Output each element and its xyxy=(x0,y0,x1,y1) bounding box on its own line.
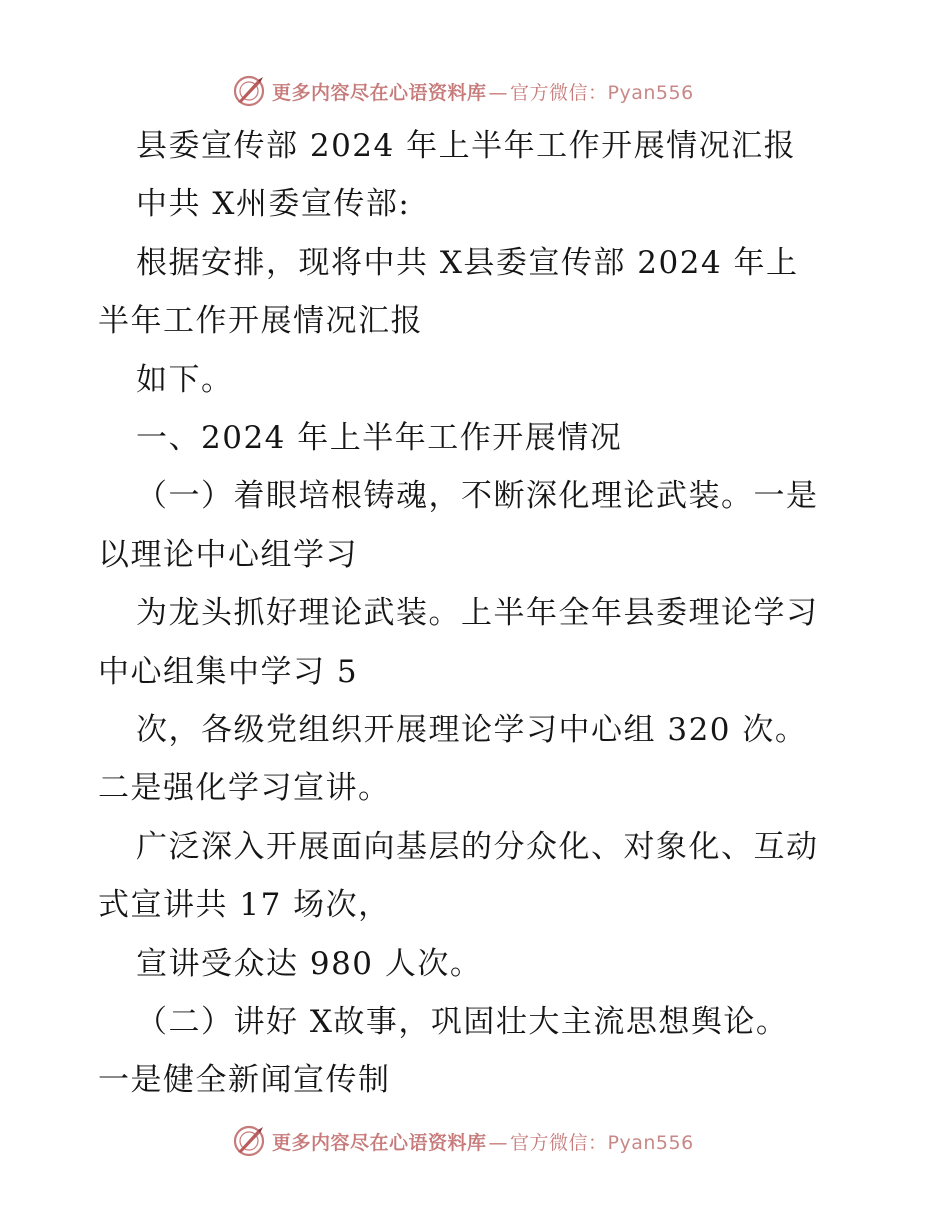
quill-logo-icon xyxy=(232,74,266,108)
watermark-id: Pyan556 xyxy=(607,81,694,104)
subsection-heading: （一）着眼培根铸魂，不断深化理论武装。一是 xyxy=(136,478,819,514)
paragraph-line: 中心组集中学习 5 xyxy=(98,654,359,690)
subsection-heading: （二）讲好 X故事，巩固壮大主流思想舆论。 xyxy=(136,1004,789,1040)
watermark-contact: 官方微信： xyxy=(510,1131,608,1154)
paragraph-line: 半年工作开展情况汇报 xyxy=(98,303,423,339)
header-watermark xyxy=(232,71,694,111)
addressee-line: 中共 X州委宣传部: xyxy=(136,186,411,222)
paragraph-line: 二是强化学习宣讲。 xyxy=(98,770,391,806)
watermark-id: Pyan556 xyxy=(607,1131,694,1154)
paragraph-line: 广泛深入开展面向基层的分众化、对象化、互动 xyxy=(136,829,819,865)
watermark-dash: — xyxy=(488,81,509,104)
watermark-label: 更多内容尽在心语资料库 xyxy=(272,1131,487,1154)
section-heading: 一、2024 年上半年工作开展情况 xyxy=(136,420,623,456)
paragraph-line: 根据安排，现将中共 X县委宣传部 2024 年上 xyxy=(136,245,799,281)
paragraph-line: 宣讲受众达 980 人次。 xyxy=(136,946,483,982)
paragraph-line: 如下。 xyxy=(136,362,234,398)
document-title: 县委宣传部 2024 年上半年工作开展情况汇报 xyxy=(136,128,797,164)
paragraph-line: 次，各级党组织开展理论学习中心组 320 次。 xyxy=(136,712,808,748)
paragraph-line: 式宣讲共 17 场次， xyxy=(98,887,391,923)
watermark-contact: 官方微信： xyxy=(510,81,608,104)
watermark-label: 更多内容尽在心语资料库 xyxy=(272,81,487,104)
paragraph-line: 一是健全新闻宣传制 xyxy=(98,1062,391,1098)
paragraph-line: 为龙头抓好理论武装。上半年全年县委理论学习 xyxy=(136,595,819,631)
footer-watermark xyxy=(232,1121,694,1161)
quill-logo-icon xyxy=(232,1124,266,1158)
paragraph-line: 以理论中心组学习 xyxy=(98,537,358,573)
watermark-dash: — xyxy=(488,1131,509,1154)
